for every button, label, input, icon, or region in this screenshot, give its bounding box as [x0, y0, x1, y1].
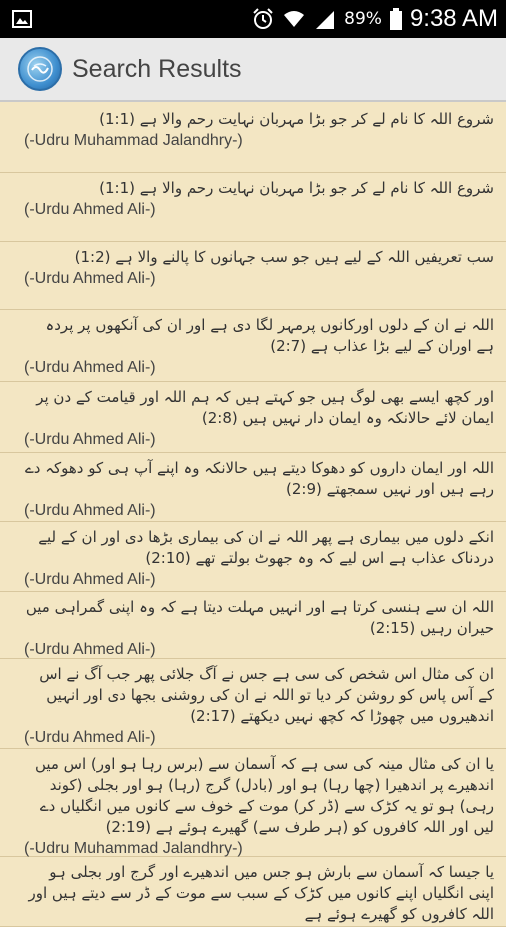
translator-label: (-Urdu Ahmed Ali-) — [24, 201, 156, 218]
signal-icon — [314, 9, 336, 29]
translator-label: (-Udru Muhammad Jalandhry-) — [24, 132, 243, 149]
verse-text: شروع اللہ کا نام لے کر جو بڑا مہربان نہایت رحم والا ہے (1:1) — [99, 179, 494, 197]
translator-label: (-Urdu Ahmed Ali-) — [24, 359, 156, 376]
translator-label: (-Urdu Ahmed Ali-) — [24, 502, 156, 519]
battery-percent: 89% — [344, 9, 382, 29]
search-result-item[interactable] — [0, 857, 506, 927]
verse-text: ان کی مثال اس شخص کی سی ہے جس نے آگ جلائی پھر جب آگ نے اس کے آس پاس کو روشن کر دیا تو اللہ نے ان کی روشنی بجھا دی اور انہیں اندھیروں میں چھوڑا کہ کچھ نہیں دیکھتے (2:17) — [39, 665, 494, 725]
translator-label: (-Urdu Ahmed Ali-) — [24, 270, 156, 287]
verse-text: اللہ نے ان کے دلوں اورکانوں پرمہر لگا دی ہے اور ان کی آنکھوں پر پردہ ہے اوران کے لیے بڑا عذاب ہے (2:7) — [45, 316, 494, 355]
verse-text: یا ان کی مثال مینہ کی سی ہے کہ آسمان سے (برس رہا ہو اور) اس میں اندھیرے پر اندھیرا (چھا رہا) ہو اور (بادل) گرج (رہا) ہو اور بجلی (کوند رہی) ہو تو یہ کڑک سے (ڈر کر) موت کے خوف سے کانوں میں انگلیاں دے لیں اور اللہ کافروں کو (ہر طرف سے) گھیرے ہوئے ہے (2:19) — [34, 755, 494, 836]
wifi-icon — [282, 9, 306, 29]
translator-label: (-Urdu Ahmed Ali-) — [24, 571, 156, 588]
status-bar — [0, 0, 506, 38]
search-result-item[interactable] — [0, 382, 506, 453]
quran-logo-icon[interactable] — [18, 47, 62, 91]
search-results-list[interactable] — [0, 104, 506, 923]
translator-label: (-Urdu Ahmed Ali-) — [24, 729, 156, 746]
search-result-item[interactable] — [0, 242, 506, 310]
verse-text: یا جیسا کہ آسمان سے بارش ہو جس میں اندھیرے اور گرج اور بجلی ہو اپنی انگلیاں اپنے کانوں میں کڑک کے سبب سے موت کے ڈر سے دیتے ہیں اور اللہ کافروں کو گھیرے ہوئے ہے — [28, 863, 494, 923]
alarm-icon — [252, 8, 274, 30]
verse-text: اور کچھ ایسے بھی لوگ ہیں جو کہتے ہیں کہ ہم اللہ اور قیامت کے دن پر ایمان لائے حالانکہ وہ ایمان دار نہیں ہیں (2:8) — [36, 388, 494, 427]
translator-label: (-Urdu Ahmed Ali-) — [24, 431, 156, 448]
search-result-item[interactable] — [0, 453, 506, 522]
translator-label: (-Urdu Ahmed Ali-) — [24, 641, 156, 658]
translator-label: (-Udru Muhammad Jalandhry-) — [24, 840, 243, 857]
search-result-item[interactable] — [0, 522, 506, 592]
verse-text: اللہ اور ایمان داروں کو دھوکا دیتے ہیں حالانکہ وہ اپنے آپ ہی کو دھوکہ دے رہے ہیں اور نہیں سمجھتے (2:9) — [24, 459, 494, 498]
verse-text: انکے دلوں میں بیماری ہے پھر اللہ نے ان کی بیماری بڑھا دی اور ان کے لیے دردناک عذاب ہے اس لیے کہ وہ جھوٹ بولتے تھے (2:10) — [38, 528, 494, 567]
verse-text: سب تعریفیں اللہ کے لیے ہیں جو سب جہانوں کا پالنے والا ہے (1:2) — [74, 248, 494, 266]
search-result-item[interactable] — [0, 659, 506, 749]
search-result-item[interactable] — [0, 104, 506, 173]
page-title: Search Results — [72, 54, 242, 83]
search-result-item[interactable] — [0, 310, 506, 382]
search-result-item[interactable] — [0, 592, 506, 659]
search-result-item[interactable] — [0, 749, 506, 857]
verse-text: شروع اللہ کا نام لے کر جو بڑا مہربان نہایت رحم والا ہے (1:1) — [99, 110, 494, 128]
gallery-notification-icon — [12, 10, 32, 28]
action-bar — [0, 38, 506, 102]
clock: 9:38 AM — [409, 5, 498, 32]
verse-text: اللہ ان سے ہنسی کرتا ہے اور انہیں مہلت دیتا ہے کہ وہ اپنی گمراہی میں حیران رہیں (2:15) — [25, 598, 494, 637]
battery-icon — [390, 8, 402, 30]
search-result-item[interactable] — [0, 173, 506, 242]
